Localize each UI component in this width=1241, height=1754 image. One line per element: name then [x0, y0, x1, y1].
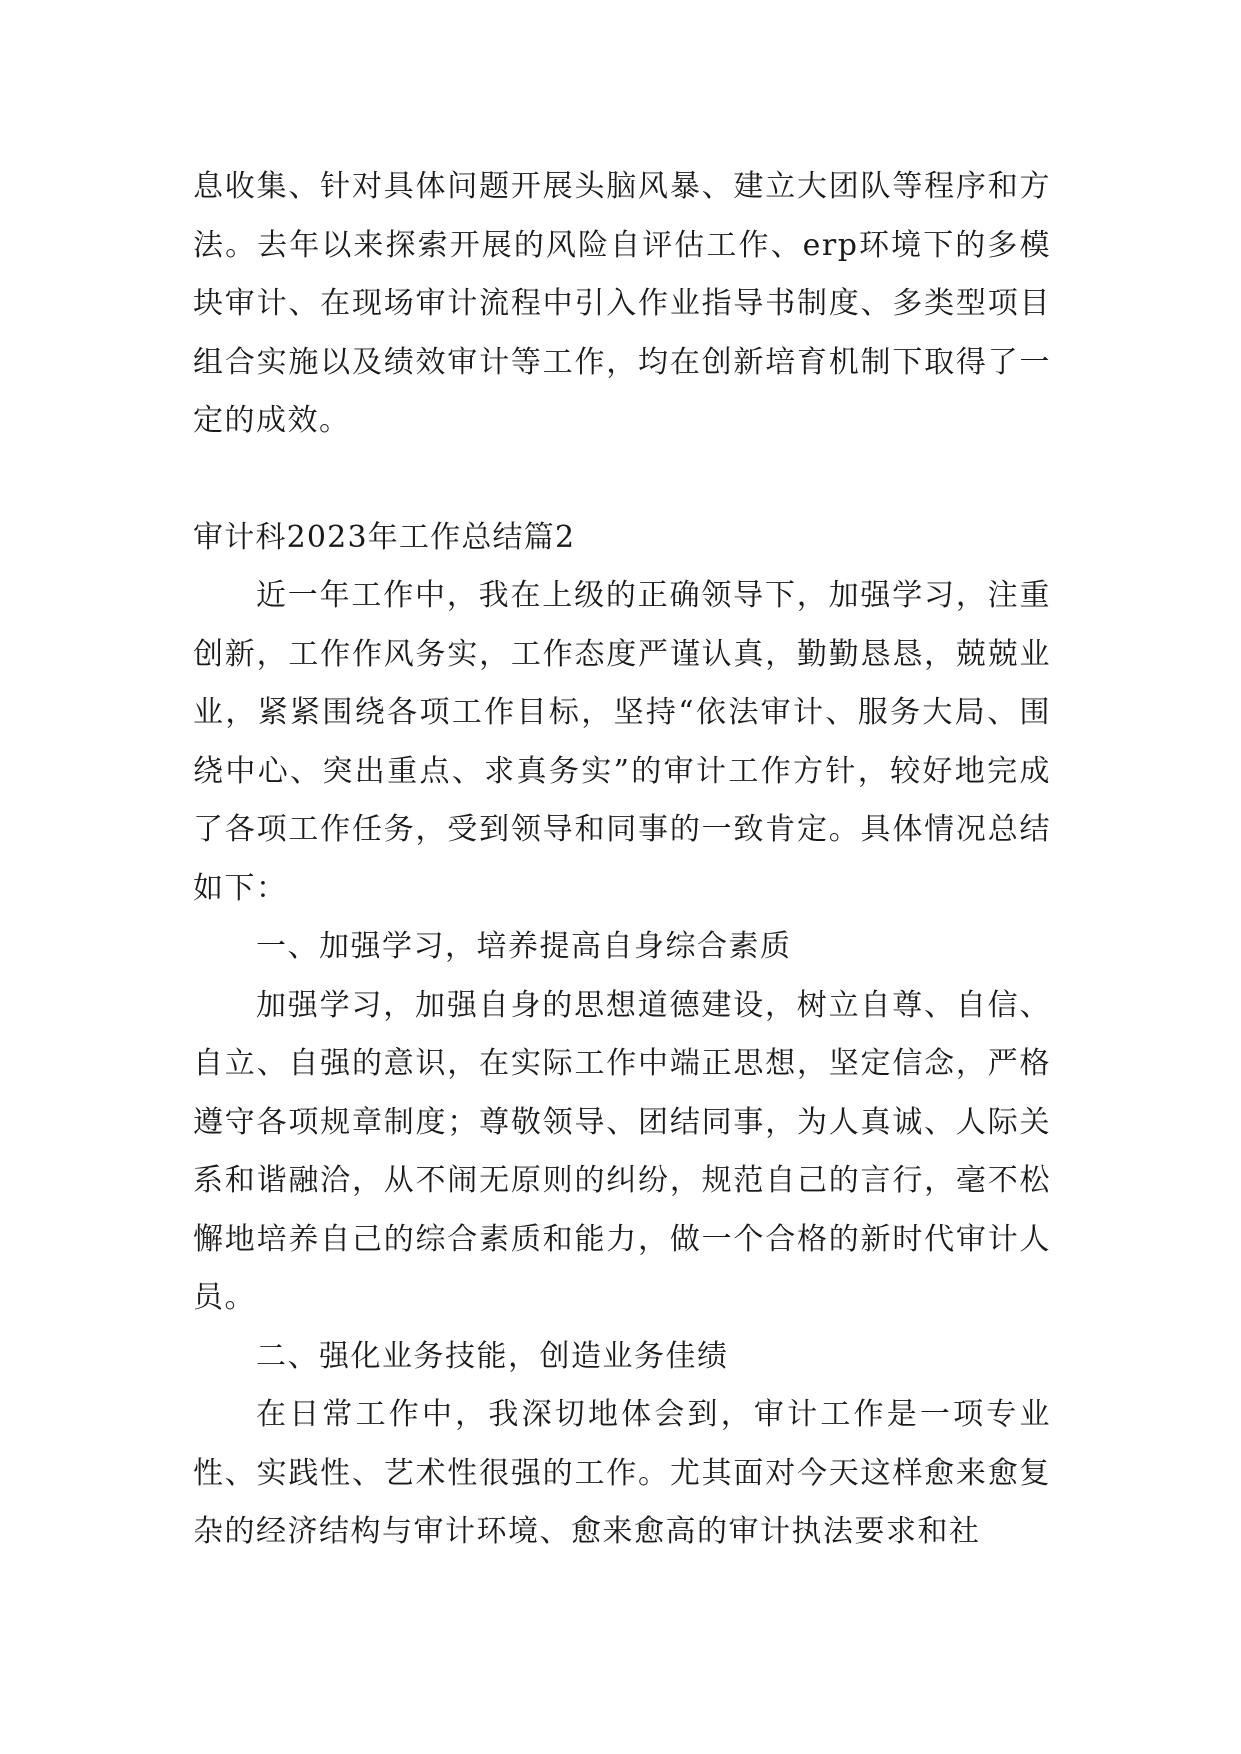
document-body	[193, 158, 1051, 1562]
paragraph-study: 加强学习，加强自身的思想道德建设，树立自尊、自信、自立、自强的意识，在实际工作中端正思想，坚定信念，严格遵守各项规章制度；尊敬领导、团结同事，为人真诚、人际关系和谐融洽，从不闹无原则的纠纷，规范自己的言行，毫不松懈地培养自己的综合素质和能力，做一个合格的新时代审计人员。	[193, 987, 1051, 1315]
paragraph-intro: 近一年工作中，我在上级的正确领导下，加强学习，注重创新，工作作风务实，工作态度严谨认真，勤勤恳恳，兢兢业业，紧紧围绕各项工作目标，坚持“依法审计、服务大局、围绕中心、突出重点、求真务实”的审计工作方针，较好地完成了各项工作任务，受到领导和同事的一致肯定。具体情况总结如下：	[193, 578, 1051, 906]
subheading-one: 一、加强学习，培养提高自身综合素质	[256, 929, 792, 964]
subheading-two: 二、强化业务技能，创造业务佳绩	[256, 1338, 729, 1374]
section-title: 审计科2023年工作总结篇2	[193, 519, 576, 555]
section-spacer	[193, 451, 1051, 509]
paragraph-skills: 在日常工作中，我深切地体会到，审计工作是一项专业性、实践性、艺术性很强的工作。尤其面对今天这样愈来愈复杂的经济结构与审计环境、愈来愈高的审计执法要求和社	[193, 1397, 1051, 1549]
paragraph-continued: 息收集、针对具体问题开展头脑风暴、建立大团队等程序和方法。去年以来探索开展的风险自评估工作、erp环境下的多模块审计、在现场审计流程中引入作业指导书制度、多类型项目组合实施以及绩效审计等工作，均在创新培育机制下取得了一定的成效。	[193, 169, 1051, 438]
